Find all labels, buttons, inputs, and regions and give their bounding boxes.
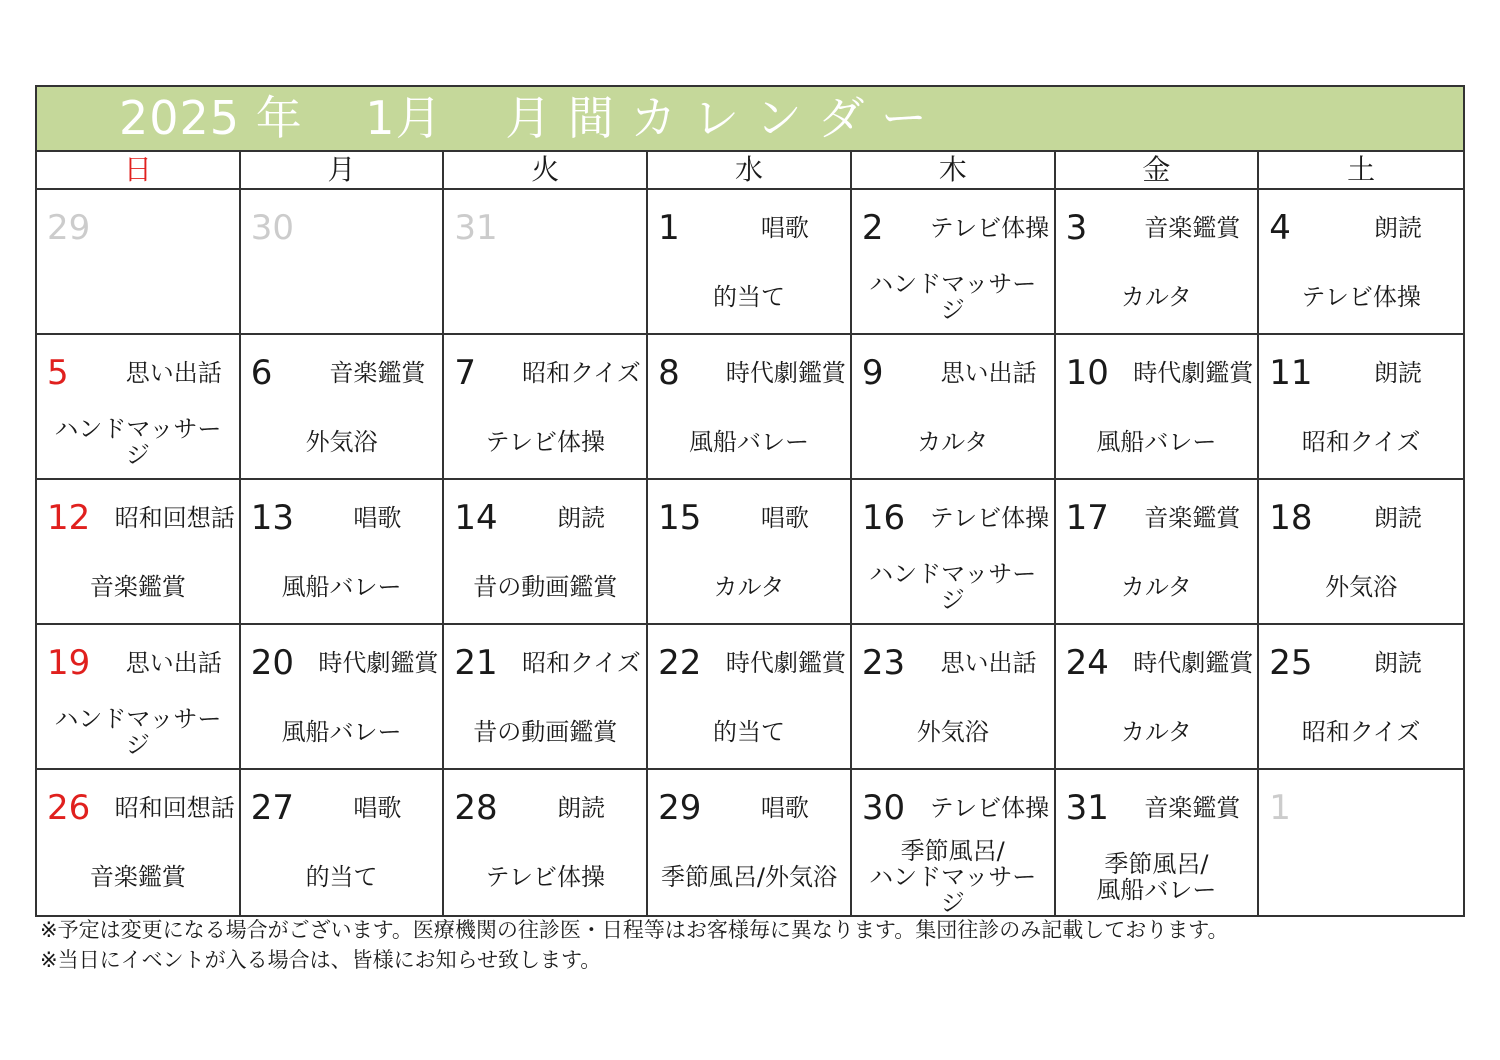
day-cell — [852, 770, 1056, 915]
activity-secondary: テレビ体操 — [485, 863, 606, 891]
day-cell — [1259, 480, 1463, 625]
day-number: 5 — [47, 353, 69, 393]
day-number: 2 — [861, 208, 884, 248]
activity-primary: 朗読 — [1373, 504, 1422, 532]
day-cell — [241, 480, 445, 625]
day-cell — [1056, 335, 1260, 480]
activity-secondary: 季節風呂/ 風船バレー — [1096, 850, 1217, 904]
activity-primary: 朗読 — [1373, 649, 1422, 677]
day-cell — [1056, 625, 1260, 770]
activity-secondary: ハンドマッサー ジ — [869, 560, 1037, 614]
activity-primary: 時代劇鑑賞 — [1133, 649, 1254, 677]
activity-primary: 思い出話 — [125, 649, 222, 677]
day-cell — [444, 480, 648, 625]
activity-secondary: カルタ — [1120, 283, 1192, 311]
activity-primary: 唱歌 — [760, 214, 809, 242]
activity-primary: 昭和クイズ — [522, 359, 641, 387]
activity-secondary: カルタ — [917, 428, 989, 456]
calendar-title: 2025 年 1月 月 間 カ レ ン ダ ー — [119, 91, 928, 145]
day-cell — [1259, 770, 1463, 915]
day-number: 16 — [861, 498, 906, 538]
activity-primary: 唱歌 — [353, 504, 402, 532]
activity-primary: 音楽鑑賞 — [1144, 504, 1241, 532]
day-number: 29 — [658, 788, 702, 828]
activity-secondary: 風船バレー — [281, 718, 402, 746]
day-number: 1 — [1269, 788, 1291, 828]
activity-secondary: 昭和クイズ — [1301, 428, 1421, 456]
day-cell — [241, 770, 445, 915]
day-number: 6 — [250, 353, 273, 393]
activity-primary: 思い出話 — [940, 649, 1037, 677]
activity-secondary: ハンドマッサー ジ — [869, 270, 1037, 324]
day-number: 11 — [1269, 353, 1313, 393]
day-number: 19 — [47, 643, 91, 683]
activity-primary: 朗読 — [557, 504, 606, 532]
day-cell — [444, 190, 648, 335]
activity-secondary: カルタ — [1120, 573, 1192, 601]
day-number: 17 — [1065, 498, 1109, 538]
day-cell — [241, 625, 445, 770]
day-number: 15 — [658, 498, 702, 538]
day-cell — [1056, 770, 1260, 915]
activity-primary: 音楽鑑賞 — [1144, 214, 1241, 242]
activity-secondary: カルタ — [1120, 718, 1192, 746]
day-number: 8 — [658, 353, 680, 393]
activity-secondary: 音楽鑑賞 — [89, 863, 186, 891]
day-cell — [648, 335, 852, 480]
activity-primary: 朗読 — [1373, 214, 1422, 242]
activity-primary: 昭和クイズ — [522, 649, 641, 677]
activity-primary: 唱歌 — [760, 794, 809, 822]
activity-secondary: 外気浴 — [916, 718, 989, 746]
activity-primary: 昭和回想話 — [114, 504, 235, 532]
day-number: 4 — [1269, 208, 1291, 248]
activity-secondary: テレビ体操 — [485, 428, 606, 456]
weekday-monday: 月 — [241, 152, 445, 188]
day-cell — [37, 480, 241, 625]
day-cell — [648, 480, 852, 625]
weekday-wednesday: 水 — [648, 152, 852, 188]
day-number: 29 — [47, 208, 91, 248]
activity-secondary: 風船バレー — [281, 573, 402, 601]
activity-secondary: 的当て — [712, 718, 785, 746]
day-cell — [1259, 190, 1463, 335]
day-number: 27 — [250, 788, 294, 828]
day-cell — [648, 625, 852, 770]
activity-secondary: 季節風呂/外気浴 — [660, 863, 838, 891]
day-number: 23 — [861, 643, 906, 683]
activity-secondary: 昔の動画鑑賞 — [473, 718, 618, 746]
day-cell — [852, 480, 1056, 625]
day-number: 13 — [250, 498, 294, 538]
activity-primary: 朗読 — [557, 794, 606, 822]
weekday-header-row — [37, 152, 1463, 190]
activity-primary: 時代劇鑑賞 — [318, 649, 439, 677]
calendar-title-bar — [37, 87, 1463, 152]
day-cell — [241, 335, 445, 480]
weekday-sunday: 日 — [37, 152, 241, 188]
day-number: 31 — [1065, 788, 1109, 828]
footnote-event-notice: ※当日にイベントが入る場合は、皆様にお知らせ致します。 — [40, 948, 602, 972]
calendar-grid — [37, 190, 1463, 915]
day-number: 9 — [861, 353, 884, 393]
day-number: 10 — [1065, 353, 1109, 393]
activity-secondary: 的当て — [712, 283, 785, 311]
footnote-schedule-change: ※予定は変更になる場合がございます。医療機関の往診医・日程等はお客様毎に異なります。集団往診のみ記載しております。 — [40, 918, 1229, 942]
activity-secondary: 風船バレー — [688, 428, 809, 456]
activity-primary: テレビ体操 — [929, 794, 1050, 822]
activity-secondary: 外気浴 — [305, 428, 378, 456]
activity-primary: 朗読 — [1373, 359, 1422, 387]
monthly-calendar — [35, 85, 1465, 917]
day-cell — [37, 190, 241, 335]
activity-secondary: ハンドマッサー ジ — [54, 705, 222, 759]
day-cell — [1259, 335, 1463, 480]
activity-secondary: 的当て — [305, 863, 378, 891]
day-number: 1 — [658, 208, 680, 248]
activity-primary: テレビ体操 — [929, 504, 1050, 532]
activity-primary: テレビ体操 — [929, 214, 1050, 242]
weekday-thursday: 木 — [852, 152, 1056, 188]
day-number: 7 — [454, 353, 477, 393]
day-number: 20 — [250, 643, 294, 683]
day-number: 12 — [47, 498, 91, 538]
day-cell — [1056, 480, 1260, 625]
activity-primary: 時代劇鑑賞 — [725, 649, 846, 677]
day-cell — [648, 770, 852, 915]
day-cell — [444, 770, 648, 915]
activity-secondary: 音楽鑑賞 — [89, 573, 186, 601]
day-number: 14 — [454, 498, 498, 538]
day-cell — [444, 625, 648, 770]
activity-secondary: 風船バレー — [1096, 428, 1217, 456]
activity-secondary: 季節風呂/ ハンドマッサー ジ — [869, 837, 1037, 915]
day-number: 3 — [1065, 208, 1088, 248]
day-number: 28 — [454, 788, 498, 828]
activity-primary: 思い出話 — [940, 359, 1037, 387]
day-cell — [37, 335, 241, 480]
day-cell — [1056, 190, 1260, 335]
footnotes — [40, 915, 1229, 975]
day-cell — [37, 625, 241, 770]
day-number: 24 — [1065, 643, 1109, 683]
day-number: 25 — [1269, 643, 1313, 683]
day-cell — [37, 770, 241, 915]
day-number: 31 — [454, 208, 498, 248]
activity-secondary: 外気浴 — [1325, 573, 1398, 601]
activity-secondary: テレビ体操 — [1301, 283, 1421, 311]
activity-secondary: ハンドマッサー ジ — [54, 415, 222, 469]
activity-primary: 唱歌 — [760, 504, 809, 532]
activity-primary: 音楽鑑賞 — [1144, 794, 1241, 822]
day-number: 18 — [1269, 498, 1313, 538]
activity-secondary: 昔の動画鑑賞 — [473, 573, 618, 601]
activity-primary: 唱歌 — [353, 794, 402, 822]
activity-secondary: 昭和クイズ — [1301, 718, 1421, 746]
day-cell — [444, 335, 648, 480]
day-number: 21 — [454, 643, 498, 683]
day-cell — [852, 335, 1056, 480]
day-number: 26 — [47, 788, 91, 828]
weekday-saturday: 土 — [1347, 153, 1376, 186]
day-cell — [648, 190, 852, 335]
day-number: 30 — [861, 788, 906, 828]
activity-primary: 思い出話 — [125, 359, 222, 387]
activity-secondary: カルタ — [713, 573, 785, 601]
activity-primary: 時代劇鑑賞 — [1133, 359, 1254, 387]
activity-primary: 音楽鑑賞 — [329, 359, 426, 387]
day-cell — [852, 190, 1056, 335]
activity-primary: 昭和回想話 — [114, 794, 235, 822]
day-number: 22 — [658, 643, 702, 683]
weekday-friday: 金 — [1056, 152, 1260, 188]
day-number: 30 — [250, 208, 294, 248]
day-cell — [241, 190, 445, 335]
weekday-tuesday: 火 — [444, 152, 648, 188]
day-cell — [1259, 625, 1463, 770]
activity-primary: 時代劇鑑賞 — [725, 359, 846, 387]
day-cell — [852, 625, 1056, 770]
